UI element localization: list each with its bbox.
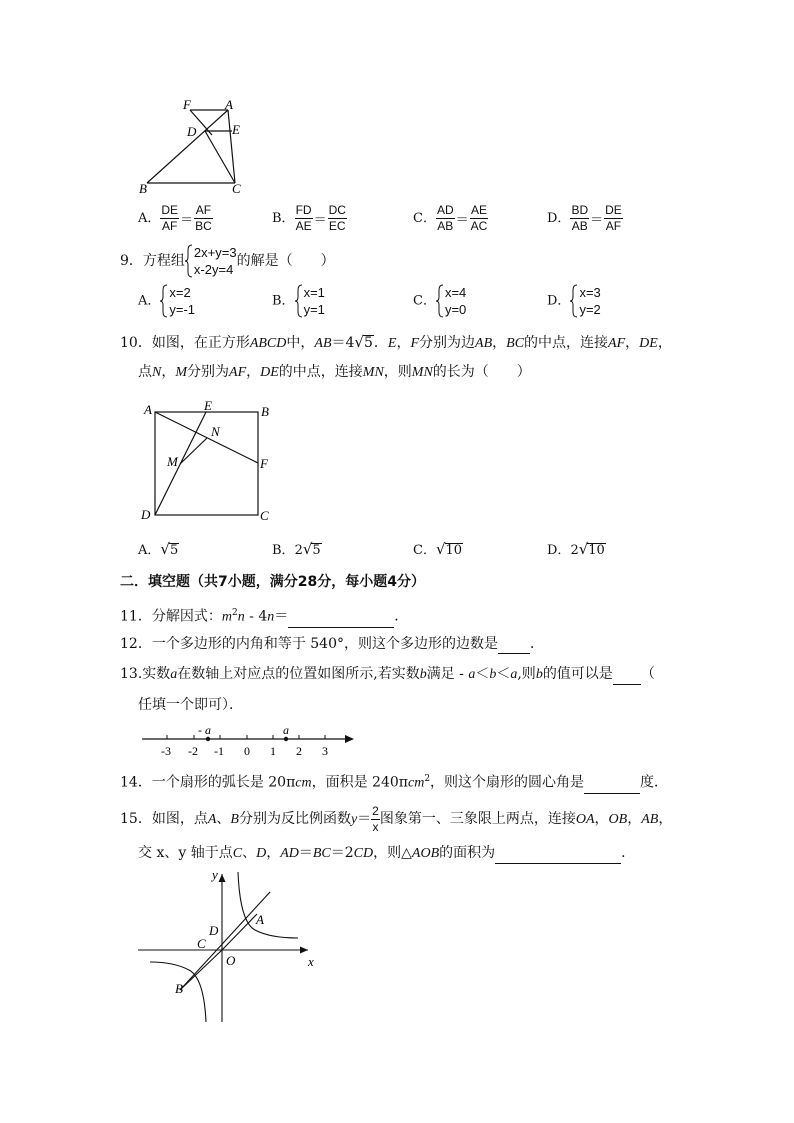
figure-q8 (130, 95, 250, 200)
label-F: F (183, 97, 191, 112)
tick-label: 3 (322, 744, 328, 758)
figure-q15 (130, 862, 330, 1027)
q10-option-b[interactable]: B．2√5 (272, 540, 321, 558)
q8-option-d[interactable]: D． $\frac{BD}{AB}$ ＝ $\frac{DE}{AF}$ (547, 203, 622, 233)
section-title-fill-in: 二．填空题（共7小题，满分28分，每小题4分） (120, 574, 425, 590)
label-A: A (144, 402, 152, 417)
q11-answer-blank[interactable] (288, 613, 394, 628)
q8-option-a[interactable]: A． $\frac{DE}{AF}$ ＝ $\frac{AF}{BC}$ (138, 203, 212, 233)
label-B: B (139, 181, 147, 196)
q10-option-c[interactable]: C．√10 (413, 540, 463, 558)
q10-stem-line2: 点N，M分别为AF，DE的中点，连接MN，则MN的长为（ ） (138, 364, 531, 380)
label-A: A (256, 912, 264, 927)
q15-stem-line1: 15．如图，点A、B分别为反比例函数y＝ $\frac{2}{x}$ 图象第一、三象限上两点，连接OA，OB，AB， (120, 803, 673, 834)
tick-label: -1 (214, 744, 224, 758)
q11-stem: 11．分解因式：$m^2n - 4n=$ ． (120, 603, 408, 628)
q14-stem: 14．一个扇形的弧长是 20πcm，面积是 240πcm$^2$，则这个扇形的圆心角是 度． (120, 769, 668, 794)
label-E: E (232, 122, 240, 137)
label-B: B (261, 404, 269, 419)
q10-stem-line1: 10．如图，在正方形ABCD中，AB＝4√5．E，F分别为边AB，BC的中点，连接AF，DE， (120, 333, 672, 351)
q13-stem-line2: 任填一个即可）． (138, 697, 243, 713)
tick-label: -3 (161, 744, 171, 758)
label-C: C (232, 181, 241, 196)
q15-answer-blank[interactable] (495, 849, 621, 864)
label-A: A (225, 97, 233, 112)
label-D: D (187, 124, 197, 139)
q13-answer-blank[interactable] (613, 670, 641, 685)
q9-option-d[interactable]: D． x=3 y=2 (547, 285, 601, 317)
label-F: F (260, 456, 268, 471)
q8-option-b[interactable]: B． $\frac{FD}{AE}$ ＝ $\frac{DC}{EC}$ (272, 203, 346, 233)
q9-option-b[interactable]: B． x=1 y=1 (272, 285, 325, 317)
q12-stem: 12．一个多边形的内角和等于 540°，则这个多边形的边数是 ． (120, 636, 544, 652)
q8-option-c[interactable]: C． $\frac{AD}{AB}$ ＝ $\frac{AE}{AC}$ (413, 203, 488, 233)
q10-option-a[interactable]: A．√5 (138, 540, 179, 558)
label-D: D (141, 507, 151, 522)
label-N: N (211, 424, 220, 439)
label-D: D (209, 923, 219, 938)
q10-option-d[interactable]: D．2√10 (547, 540, 605, 558)
tick-label: 2 (296, 744, 302, 758)
label-E: E (204, 398, 212, 413)
q9-option-c[interactable]: C． x=4 y=0 (413, 285, 467, 317)
figure-q10 (138, 398, 283, 526)
label-B: B (175, 981, 183, 996)
label-C: C (197, 936, 206, 951)
q9-option-a[interactable]: A． x=2 y=-1 (138, 285, 196, 317)
label-C: C (260, 508, 269, 523)
q14-answer-blank[interactable] (584, 779, 640, 794)
label-O: O (226, 953, 236, 968)
label-M: M (167, 454, 178, 469)
q12-answer-blank[interactable] (498, 639, 530, 654)
q13-stem-line1: 13.实数a在数轴上对应点的位置如图所示,若实数b满足 - a＜b＜a,则b的值可以是 （ (120, 664, 655, 685)
number-line (138, 722, 363, 762)
tick-label: 0 (244, 744, 250, 758)
label-y: y (212, 867, 218, 882)
q9-stem: 9．方程组 2x+y=3 x-2y=4 的解是（ ） (120, 245, 335, 277)
label-x: x (308, 954, 314, 969)
label-neg-a: - a (198, 723, 211, 737)
tick-label: 1 (270, 744, 276, 758)
label-a: a (283, 723, 289, 737)
tick-label: -2 (188, 744, 198, 758)
q15-stem-line2: 交 x、y 轴于点C、D，AD＝BC＝2CD，则△AOB的面积为 ． (138, 843, 635, 864)
